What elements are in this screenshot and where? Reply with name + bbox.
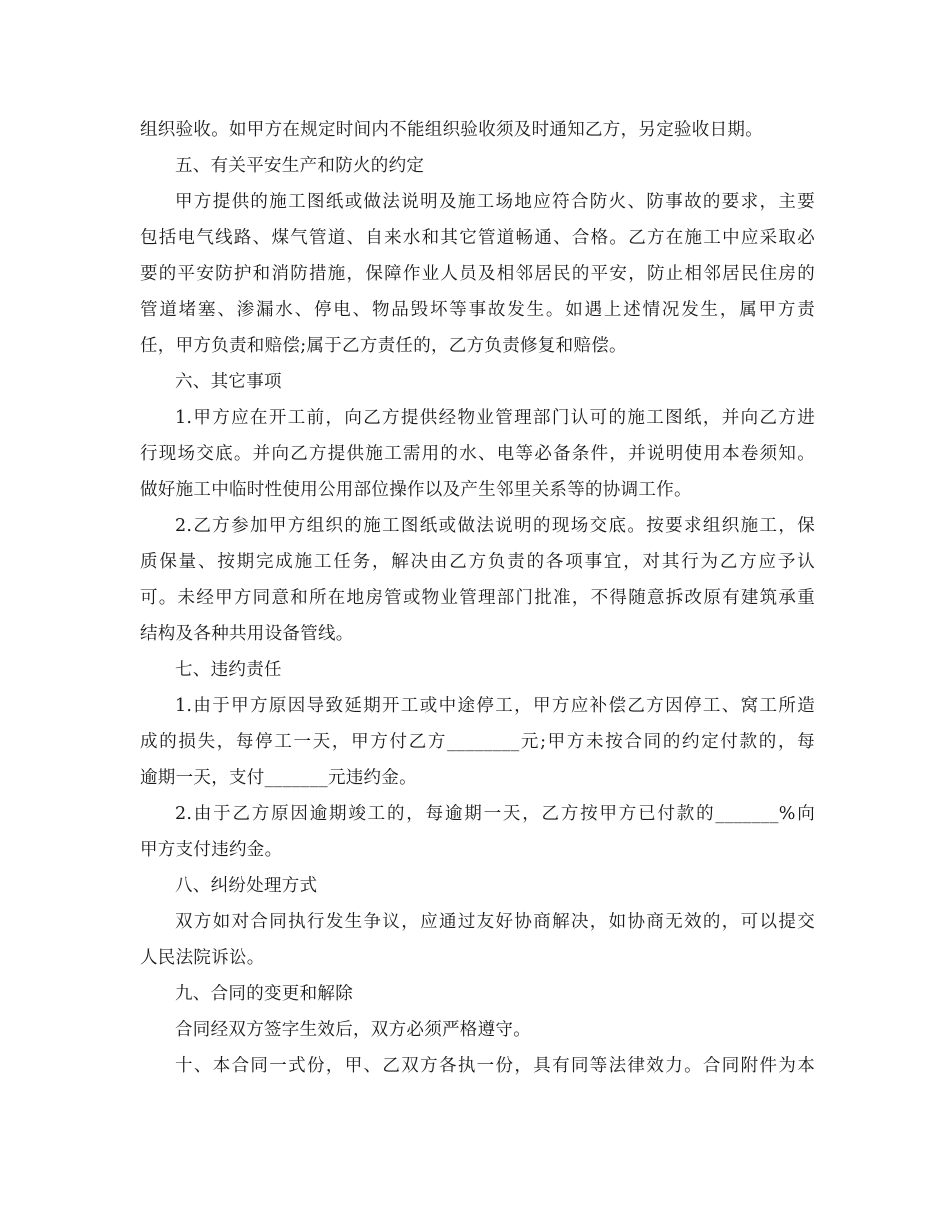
text-line: 2.乙方参加甲方组织的施工图纸或做法说明的现场交底。按要求组织施工，保 — [175, 516, 815, 536]
text-line: 成的损失，每停工一天，甲方付乙方________元;甲方未按合同的约定付款的，每 — [140, 732, 815, 752]
section-heading-7: 七、违约责任 — [175, 660, 282, 680]
text-line: 可。未经甲方同意和所在地房管或物业管理部门批准，不得随意拆改原有建筑承重 — [140, 588, 815, 608]
text-line: 逾期一天，支付_______元违约金。 — [140, 768, 417, 788]
text-line: 质保量、按期完成施工任务，解决由乙方负责的各项事宜，对其行为乙方应予认 — [140, 552, 815, 572]
section-heading-9: 九、合同的变更和解除 — [175, 984, 353, 1004]
text-line: 2.由于乙方原因逾期竣工的，每逾期一天，乙方按甲方已付款的_______%向 — [175, 804, 815, 824]
text-line: 任，甲方负责和赔偿;属于乙方责任的，乙方负责修复和赔偿。 — [140, 336, 627, 356]
document-page — [140, 112, 815, 1084]
section-heading-5: 五、有关平安生产和防火的约定 — [175, 156, 425, 176]
text-line: 行现场交底。并向乙方提供施工需用的水、电等必备条件，并说明使用本卷须知。 — [140, 444, 815, 464]
text-line: 1.由于甲方原因导致延期开工或中途停工，甲方应补偿乙方因停工、窝工所造 — [175, 696, 815, 716]
text-line: 结构及各种共用设备管线。 — [140, 624, 354, 644]
text-line: 甲方提供的施工图纸或做法说明及施工场地应符合防火、防事故的要求，主要 — [175, 192, 815, 212]
text-line: 组织验收。如甲方在规定时间内不能组织验收须及时通知乙方，另定验收日期。 — [140, 120, 763, 140]
text-line: 管道堵塞、渗漏水、停电、物品毁坏等事故发生。如遇上述情况发生，属甲方责 — [140, 300, 815, 320]
section-heading-6: 六、其它事项 — [175, 372, 282, 392]
text-line: 十、本合同一式份，甲、乙双方各执一份，具有同等法律效力。合同附件为本 — [175, 1056, 815, 1076]
text-line: 甲方支付违约金。 — [140, 840, 283, 860]
text-line: 合同经双方签字生效后，双方必须严格遵守。 — [175, 1020, 531, 1040]
text-line: 双方如对合同执行发生争议，应通过友好协商解决，如协商无效的，可以提交 — [175, 912, 815, 932]
text-line: 做好施工中临时性使用公用部位操作以及产生邻里关系等的协调工作。 — [140, 480, 692, 500]
section-heading-8: 八、纠纷处理方式 — [175, 876, 318, 896]
text-line: 人民法院诉讼。 — [140, 948, 265, 968]
text-line: 包括电气线路、煤气管道、自来水和其它管道畅通、合格。乙方在施工中应采取必 — [140, 228, 815, 248]
text-line: 要的平安防护和消防措施，保障作业人员及相邻居民的平安，防止相邻居民住房的 — [140, 264, 815, 284]
text-line: 1.甲方应在开工前，向乙方提供经物业管理部门认可的施工图纸，并向乙方进 — [175, 408, 815, 428]
